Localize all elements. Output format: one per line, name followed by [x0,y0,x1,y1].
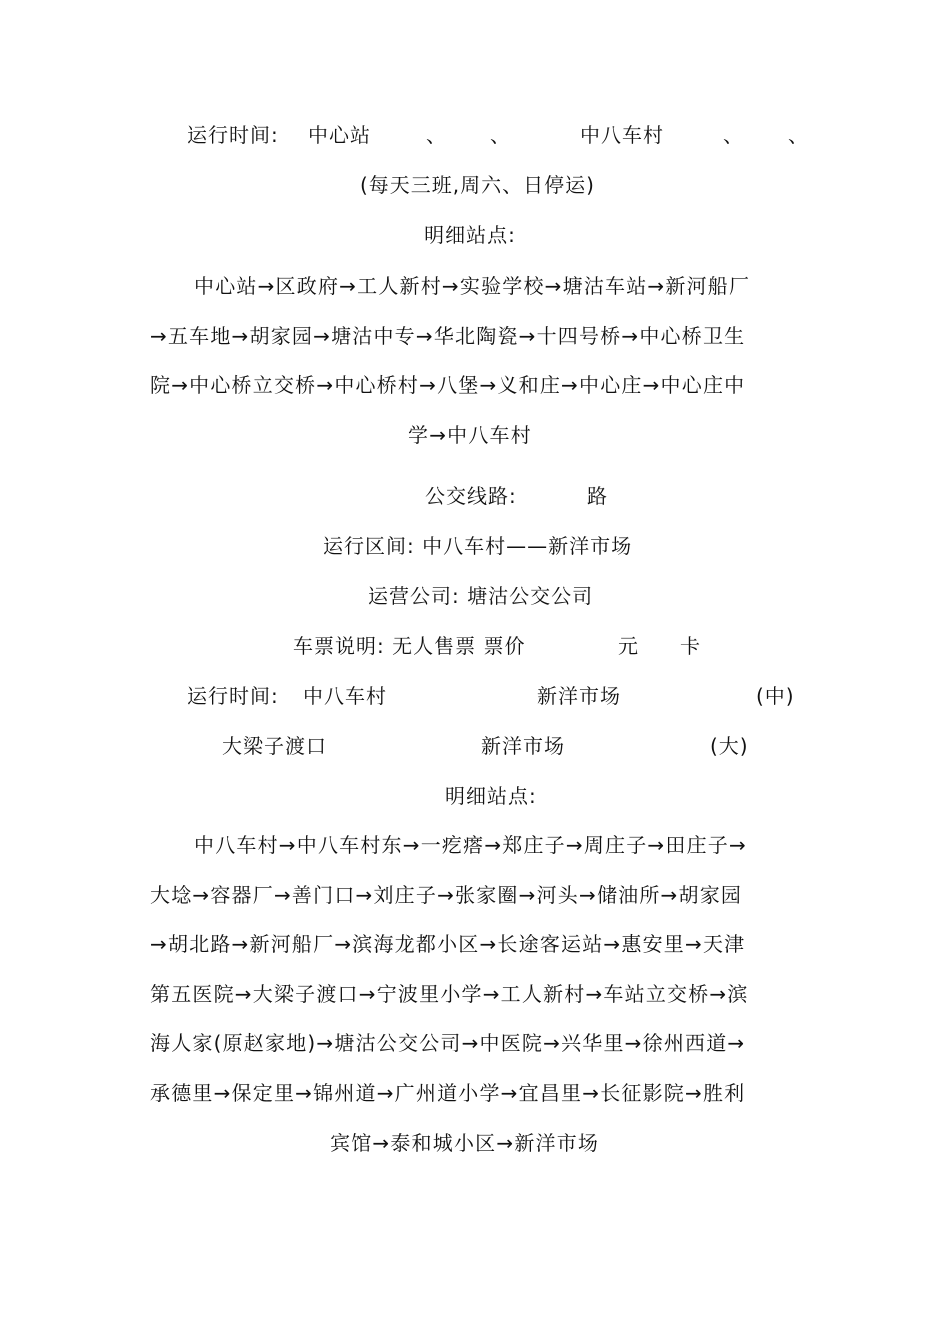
route1-hours-from: 中心站 [308,123,371,147]
route2-ticket-label: 车票说明: 无人售票 票价 [293,634,526,658]
route1-hours-to: 中八车村 [580,123,664,147]
route1-hours-sep1: 、 [426,123,447,147]
route2-stops-line-7: 宾馆→泰和城小区→新洋市场 [330,1130,600,1155]
route2-stops-line-1: 中八车村→中八车村东→一疙瘩→郑庄子→周庄子→田庄子→ [194,833,747,857]
route1-hours-sep2: 、 [490,123,511,147]
route1-hours-line [0,121,950,149]
route2-stops-line-3: →胡北路→新河船厂→滨海龙都小区→长途客运站→惠安里→天津 [150,932,746,957]
route2-stops-line-5: 海人家(原赵家地)→塘沽公交公司→中医院→兴华里→徐州西道→ [150,1031,746,1056]
route2-ticket-unit: 元 [618,634,639,658]
route2-line-label: 公交线路: [425,484,517,508]
route1-stops-line-4: 学→中八车村 [408,422,532,447]
route2-ticket-card: 卡 [680,634,701,658]
route2-stops-list [150,821,810,1168]
route2-hours-label: 运行时间: [187,684,279,708]
route2-hours-from: 中八车村 [303,684,387,708]
route2-hours-note2: (大) [710,734,749,758]
route1-stops-list [150,262,810,460]
route2-stops-line-6: 承德里→保定里→锦州道→广州道小学→宜昌里→长征影院→胜利 [150,1080,746,1105]
route2-interval: 运行区间: 中八车村——新洋市场 [323,534,633,558]
route2-hours-to: 新洋市场 [537,684,621,708]
route1-hours-label: 运行时间: [187,123,279,147]
route1-hours-sep4: 、 [788,123,809,147]
route2-line-suffix: 路 [587,484,608,508]
route1-stops-line-3: 院→中心桥立交桥→中心桥村→八堡→义和庄→中心庄→中心庄中 [150,373,746,398]
route1-stops-line-2: →五车地→胡家园→塘沽中专→华北陶瓷→十四号桥→中心桥卫生 [150,323,746,348]
route2-stops-heading: 明细站点: [445,784,537,808]
route2-hours-from2: 大梁子渡口 [222,734,327,758]
route1-schedule-note: (每天三班,周六、日停运) [360,173,595,197]
route1-stops-line-1: 中心站→区政府→工人新村→实验学校→塘沽车站→新河船厂 [194,274,751,298]
route2-hours-note1: (中) [756,684,795,708]
route2-hours-to2: 新洋市场 [481,734,565,758]
route2-stops-line-2: 大埝→容器厂→善门口→刘庄子→张家圈→河头→储油所→胡家园 [150,882,743,907]
route2-stops-line-4: 第五医院→大梁子渡口→宁波里小学→工人新村→车站立交桥→滨 [150,981,749,1006]
route2-company: 运营公司: 塘沽公交公司 [368,584,594,608]
route1-stops-heading: 明细站点: [424,223,516,247]
route1-hours-sep3: 、 [723,123,744,147]
